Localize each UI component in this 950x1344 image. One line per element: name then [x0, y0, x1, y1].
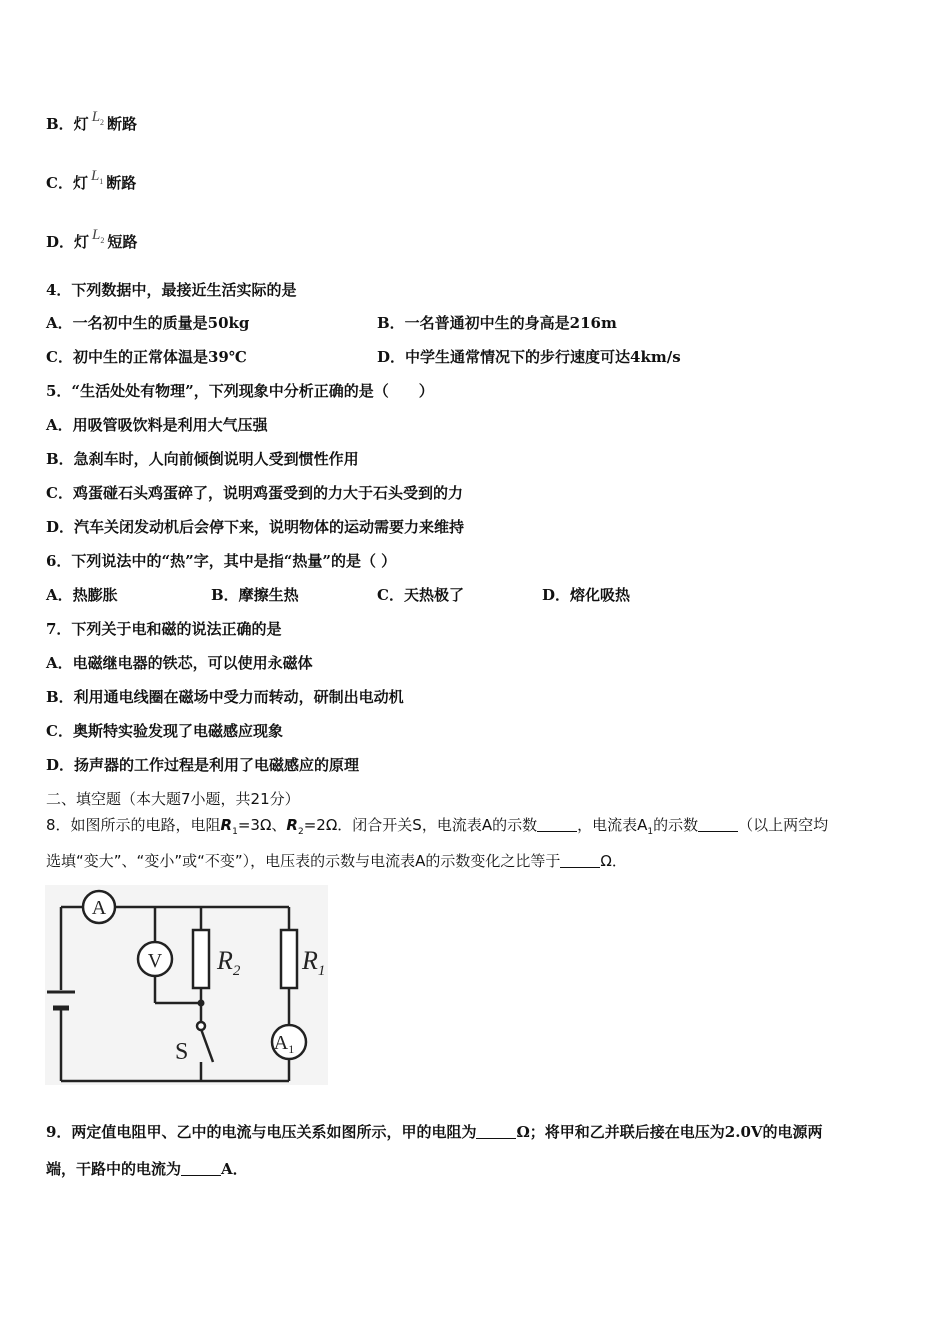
- q6-option-c: C．天热极了: [377, 586, 464, 604]
- q3-option-c: [46, 168, 137, 200]
- answer-blank[interactable]: [476, 1138, 516, 1139]
- q7-option-c: C．奥斯特实验发现了电磁感应现象: [46, 722, 283, 740]
- q5-option-c: C．鸡蛋碰石头鸡蛋碎了，说明鸡蛋受到的力大于石头受到的力: [46, 484, 463, 502]
- q5-stem: 5．“生活处处有物理”，下列现象中分析正确的是（ ）: [46, 382, 434, 400]
- section-heading: 二、填空题（本大题7小题，共21分）: [46, 790, 300, 808]
- option-prefix: D．灯: [46, 233, 90, 251]
- r2-sub: 2: [297, 827, 304, 837]
- q3-option-d: [46, 227, 138, 259]
- q4-stem: 4．下列数据中，最接近生活实际的是: [46, 281, 297, 299]
- circuit-diagram: [45, 885, 328, 1085]
- q4-option-b: B．一名普通初中生的身高是216m: [377, 314, 617, 332]
- q8-text: =2Ω．闭合开关S，电流表A的示数: [303, 816, 538, 834]
- lamp-letter: L: [91, 109, 101, 125]
- answer-blank[interactable]: [698, 831, 738, 832]
- a1-letter: A: [273, 1032, 289, 1054]
- q7-option-d: D．扬声器的工作过程是利用了电磁感应的原理: [46, 756, 360, 774]
- q8-line1: [46, 815, 828, 842]
- q9-text: 端，干路中的电流为: [46, 1160, 182, 1178]
- q6-stem: 6．下列说法中的“热”字，其中是指“热量”的是（ ）: [46, 552, 397, 570]
- q4-option-a: A．一名初中生的质量是50kg: [46, 314, 250, 332]
- resistor-r2-icon: [193, 930, 209, 988]
- option-suffix: 短路: [107, 233, 138, 251]
- r2-letter: R: [217, 946, 233, 975]
- r2-subscript: 2: [232, 963, 241, 979]
- q6-option-d: D．熔化吸热: [542, 586, 631, 604]
- option-suffix: 断路: [107, 115, 138, 133]
- q4-option-d: D．中学生通常情况下的步行速度可达4km/s: [377, 348, 681, 366]
- lamp-symbol: [92, 227, 104, 243]
- q5-option-b: B．急刹车时，人向前倾倒说明人受到惯性作用: [46, 450, 359, 468]
- q6-option-b: B．摩擦生热: [211, 586, 299, 604]
- q8-text: 的示数: [653, 816, 699, 834]
- answer-blank[interactable]: [537, 831, 577, 832]
- lamp-letter: L: [90, 168, 100, 184]
- lamp-symbol: [92, 109, 104, 125]
- r1-label: [301, 946, 325, 979]
- q9-line1: [46, 1122, 823, 1142]
- circuit-svg: [45, 885, 328, 1085]
- lamp-symbol: [91, 168, 103, 184]
- q5-option-d: D．汽车关闭发动机后会停下来，说明物体的运动需要力来维持: [46, 518, 465, 536]
- q9-text: Ω；将甲和乙并联后接在电压为2.0V的电源两: [516, 1123, 823, 1141]
- option-prefix: B．灯: [46, 115, 89, 133]
- q7-option-b: B．利用通电线圈在磁场中受力而转动，研制出电动机: [46, 688, 404, 706]
- lamp-sub: 1: [99, 177, 104, 186]
- q5-option-a: A．用吸管吸饮料是利用大气压强: [46, 416, 268, 434]
- q3-option-b: [46, 109, 138, 141]
- lamp-letter: L: [92, 227, 101, 243]
- q4-option-c: C．初中生的正常体温是39℃: [46, 348, 247, 366]
- q8-text: 8．如图所示的电路，电阻: [46, 816, 221, 834]
- q8-text: 选填“变大”、“变小”或“不变”），电压表的示数与电流表A的示数变化之比等于: [46, 852, 561, 870]
- r1-symbol: R: [220, 816, 233, 834]
- option-prefix: C．灯: [46, 174, 88, 192]
- q9-text: A．: [221, 1160, 248, 1178]
- r1-sub: 1: [232, 827, 238, 837]
- switch-blade: [201, 1029, 213, 1062]
- ammeter-a-label: A: [91, 897, 107, 919]
- switch-label: S: [175, 1039, 189, 1065]
- q8-line2: [46, 851, 627, 871]
- q8-text: Ω．: [600, 852, 627, 870]
- q6-option-a: A．热膨胀: [46, 586, 118, 604]
- q8-text: ，电流表A: [577, 816, 648, 834]
- r2-label: [216, 946, 241, 979]
- r1-letter: R: [302, 946, 318, 975]
- resistor-r1-icon: [281, 930, 297, 988]
- q7-stem: 7．下列关于电和磁的说法正确的是: [46, 620, 282, 638]
- option-suffix: 断路: [106, 174, 137, 192]
- a1-sub: 1: [647, 827, 654, 837]
- voltmeter-label: V: [147, 950, 163, 972]
- q8-text: （以上两空均: [738, 816, 829, 834]
- lamp-sub: 2: [100, 118, 105, 127]
- r2-symbol: R: [286, 816, 298, 834]
- q9-text: 9．两定值电阻甲、乙中的电流与电压关系如图所示，甲的电阻为: [46, 1123, 477, 1141]
- q8-text: =3Ω、: [237, 816, 287, 834]
- r1-subscript: 1: [317, 963, 326, 979]
- junction-dot: [198, 1000, 205, 1007]
- answer-blank[interactable]: [560, 867, 600, 868]
- q9-line2: [46, 1159, 248, 1179]
- switch-terminal: [197, 1022, 205, 1030]
- lamp-sub: 2: [100, 236, 105, 245]
- a1-subscript: 1: [288, 1042, 295, 1056]
- q7-option-a: A．电磁继电器的铁芯，可以使用永磁体: [46, 654, 313, 672]
- answer-blank[interactable]: [181, 1175, 221, 1176]
